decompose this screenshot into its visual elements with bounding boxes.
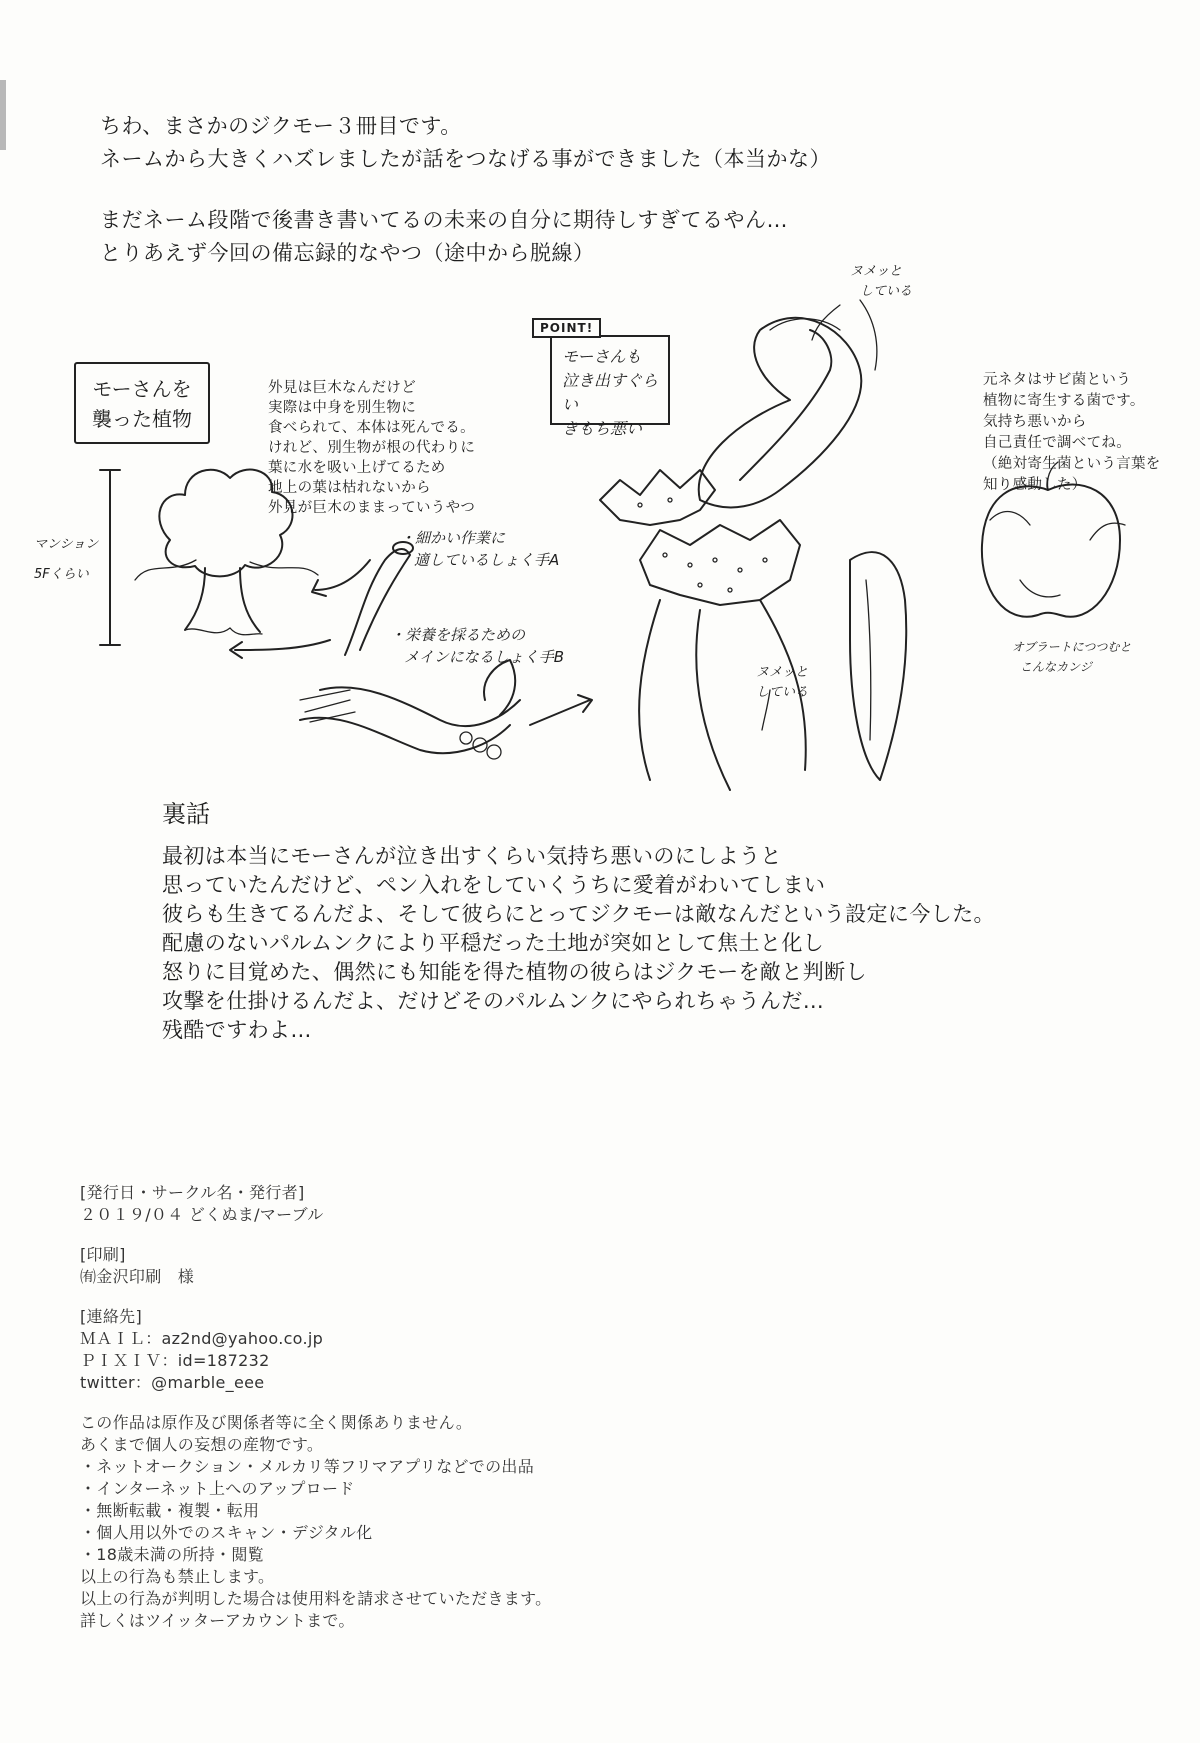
tree-note (268, 378, 475, 518)
origin-line: 元ネタはサビ菌という (983, 372, 1131, 388)
apple-note-line: オブラートにつつむと (1012, 640, 1132, 654)
urabanashi-line: 攻撃を仕掛けるんだよ、だけどそのパルムンクにやられちゃうんだ… (162, 989, 825, 1013)
height-label-line: マンション (34, 537, 99, 552)
tentacle-a-label (400, 527, 559, 571)
tree-note-line: 外見が巨木のままっていうやつ (268, 500, 476, 516)
colophon (80, 1182, 551, 1632)
apple-note-line: こんなカンジ (1020, 660, 1092, 674)
origin-line: 知り感動した） (983, 477, 1087, 493)
issue-value: ２０１９/０４ どくぬま/マーブル (80, 1205, 324, 1224)
notice-line: 詳しくはツイッターアカウントまで。 (80, 1611, 355, 1630)
tentacle-b-line: メインになるしょく手B (404, 648, 564, 666)
point-box (550, 335, 670, 438)
notice-line: ・18歳未満の所持・閲覧 (80, 1545, 264, 1564)
origin-line: 気持ち悪いから (983, 414, 1087, 430)
tentacle-a-line: ・細かい作業に (400, 529, 506, 547)
contact-pixiv: ＰＩＸＩＶ：id=187232 (80, 1351, 270, 1370)
notice-line: あくまで個人の妄想の産物です。 (80, 1435, 324, 1454)
tree-note-line: 葉に水を吸い上げてるため (268, 460, 446, 476)
notice-line: 以上の行為も禁止します。 (80, 1567, 275, 1586)
slimy-label-bottom (756, 663, 808, 703)
tree-note-line: 地上の葉は枯れないから (268, 480, 431, 496)
issue-header: [発行日・サークル名・発行者] (80, 1183, 305, 1202)
urabanashi-title: 裏話 (162, 800, 210, 828)
point-line: モーさんも (562, 347, 642, 366)
notice-line: 以上の行為が判明した場合は使用料を請求させていただきます。 (80, 1589, 552, 1608)
slimy-label-top (850, 262, 912, 302)
tree-note-line: 食べられて、本体は死んでる。 (268, 420, 475, 436)
notice-line: ・無断転載・複製・転用 (80, 1501, 260, 1520)
slimy-line: している (756, 685, 809, 700)
origin-line: 植物に寄生する菌です。 (983, 393, 1145, 409)
notice-line: ・ネットオークション・メルカリ等フリマアプリなどでの出品 (80, 1457, 535, 1476)
intro-line: ネームから大きくハズレましたが話をつなげる事ができました（本当かな） (100, 147, 831, 171)
contact-header: [連絡先] (80, 1307, 142, 1326)
intro-line: ちわ、まさかのジクモー３冊目です。 (100, 114, 462, 138)
tentacle-b-line: ・栄養を採るための (390, 626, 526, 644)
print-header: [印刷] (80, 1245, 126, 1264)
urabanashi-line: 最初は本当にモーさんが泣き出すくらい気持ち悪いのにしようと (162, 844, 782, 868)
contact-twitter: twitter：@marble_eee (80, 1373, 265, 1392)
point-line: きもち悪い (562, 419, 643, 438)
tentacle-b-label (390, 624, 564, 668)
apple-note (1012, 637, 1131, 677)
height-label-line: 5Fくらい (34, 567, 89, 582)
intro-line: まだネーム段階で後書き書いてるの未来の自分に期待しすぎてるやん… (100, 208, 788, 232)
urabanashi-line: 残酷ですわよ… (162, 1018, 312, 1042)
origin-line: 自己責任で調べてね。 (983, 435, 1131, 451)
plant-title-box (74, 362, 210, 444)
origin-line: （絶対寄生菌という言葉を (983, 456, 1161, 472)
point-tag: POINT! (532, 318, 601, 338)
slimy-line: している (860, 284, 913, 299)
tree-note-line: 外見は巨木なんだけど (268, 380, 416, 396)
height-label (34, 530, 98, 590)
origin-note (983, 370, 1161, 496)
point-line: 泣き出すぐらい (562, 371, 659, 414)
tree-note-line: 実際は中身を別生物に (268, 400, 416, 416)
slimy-line: ヌメッと (756, 665, 809, 680)
intro-line: とりあえず今回の備忘録的なやつ（途中から脱線） (100, 241, 595, 265)
plant-title-line: モーさんを (92, 377, 192, 401)
notice-line: ・個人用以外でのスキャン・デジタル化 (80, 1523, 373, 1542)
contact-mail: ＭＡＩＬ：az2nd@yahoo.co.jp (80, 1329, 324, 1348)
tentacle-a-line: 適しているしょく手A (414, 551, 560, 569)
plant-title-line: 襲った植物 (92, 407, 192, 431)
urabanashi-line: 思っていたんだけど、ペン入れをしていくうちに愛着がわいてしまい (162, 873, 826, 897)
notice-line: ・インターネット上へのアップロード (80, 1479, 355, 1498)
urabanashi-line: 配慮のないパルムンクにより平穏だった土地が突如として焦土と化し (162, 931, 825, 955)
notice-line: この作品は原作及び関係者等に全く関係ありません。 (80, 1413, 473, 1432)
tree-note-line: けれど、別生物が根の代わりに (268, 440, 476, 456)
urabanashi-line: 怒りに目覚めた、偶然にも知能を得た植物の彼らはジクモーを敵と判断し (162, 960, 867, 984)
urabanashi-body (162, 842, 995, 1045)
print-value: ㈲金沢印刷 様 (80, 1267, 195, 1286)
slimy-line: ヌメッと (850, 264, 903, 279)
urabanashi-line: 彼らも生きてるんだよ、そして彼らにとってジクモーは敵なんだという設定に今した。 (162, 902, 995, 926)
